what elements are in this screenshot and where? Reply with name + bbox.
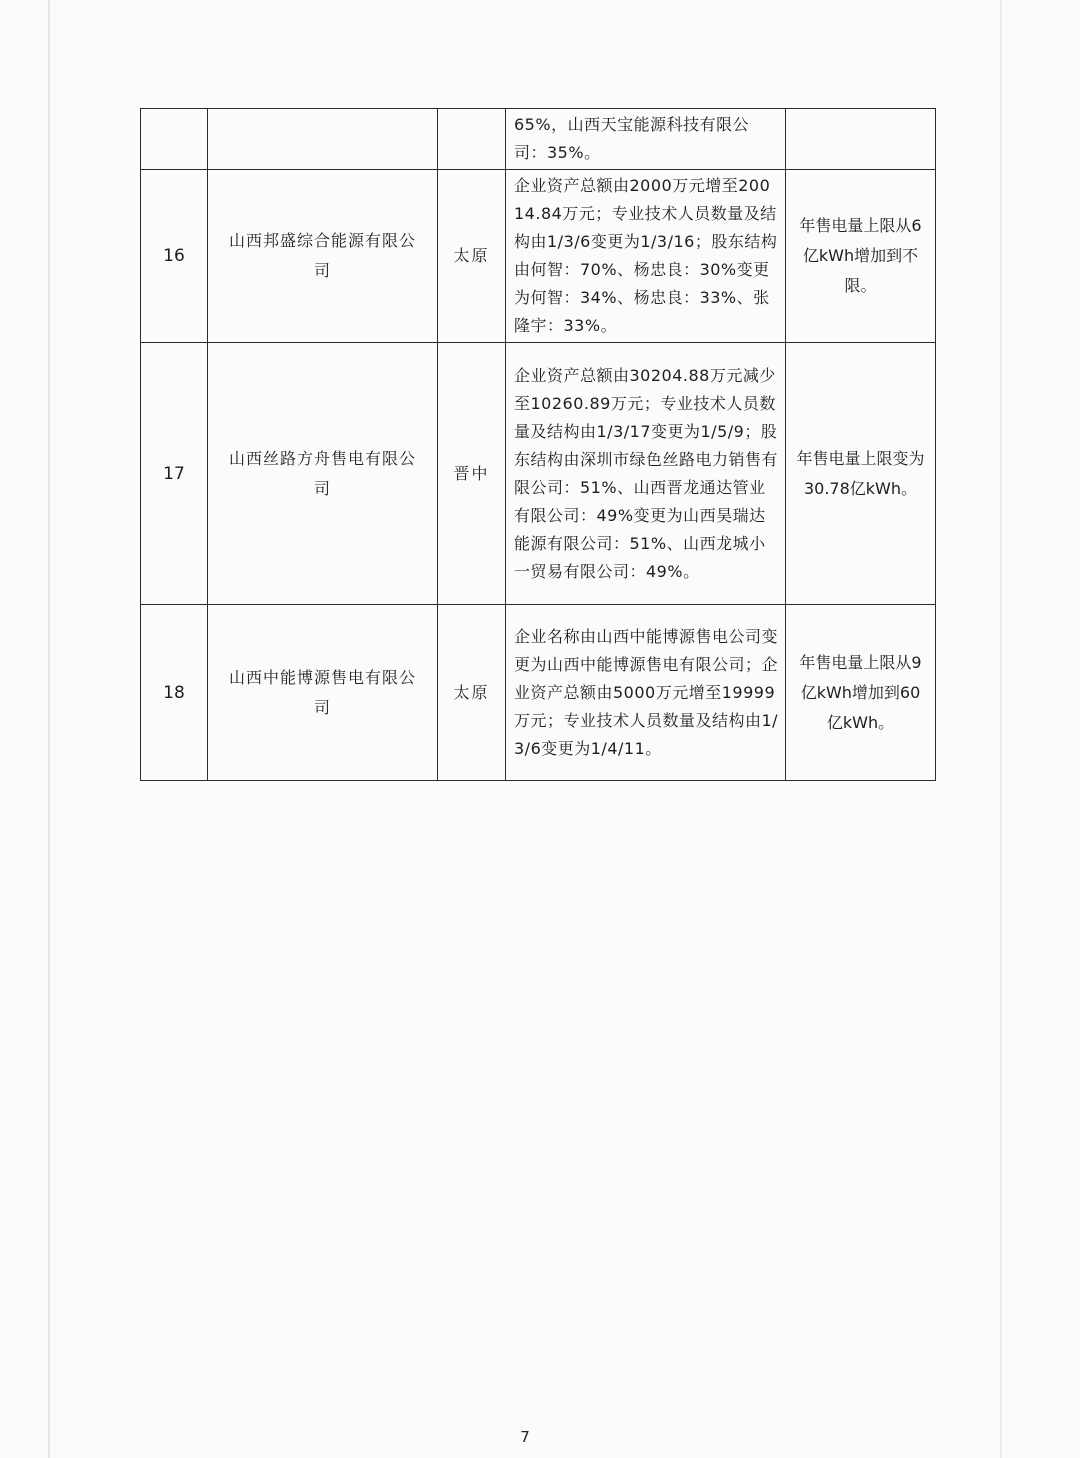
change-detail: 企业名称由山西中能博源售电公司变更为山西中能博源售电有限公司；企业资产总额由5000万元增至19999万元；专业技术人员数量及结构由1/3/6变更为1/4/11。	[506, 605, 786, 781]
page-edge-right	[1000, 0, 1002, 1458]
company-name: 山西丝路方舟售电有限公司	[208, 343, 438, 605]
region	[438, 109, 506, 170]
change-detail: 65%，山西天宝能源科技有限公司：35%。	[506, 109, 786, 170]
change-note	[786, 109, 936, 170]
table-row	[141, 170, 936, 343]
change-note: 年售电量上限变为30.78亿kWh。	[786, 343, 936, 605]
page-edge-left	[48, 0, 50, 1458]
row-index: 16	[141, 170, 208, 343]
company-name	[208, 109, 438, 170]
region: 太原	[438, 605, 506, 781]
region: 太原	[438, 170, 506, 343]
row-index: 18	[141, 605, 208, 781]
table-row	[141, 343, 936, 605]
row-index	[141, 109, 208, 170]
company-name: 山西中能博源售电有限公司	[208, 605, 438, 781]
change-note: 年售电量上限从9亿kWh增加到60亿kWh。	[786, 605, 936, 781]
change-note: 年售电量上限从6亿kWh增加到不限。	[786, 170, 936, 343]
change-detail: 企业资产总额由30204.88万元减少至10260.89万元；专业技术人员数量及结构由1/3/17变更为1/5/9；股东结构由深圳市绿色丝路电力销售有限公司：51%、山西晋龙通达管业有限公司：49%变更为山西昊瑞达能源有限公司：51%、山西龙城小一贸易有限公司：49%。	[506, 343, 786, 605]
table-row	[141, 109, 936, 170]
company-change-table	[140, 108, 936, 781]
company-name: 山西邦盛综合能源有限公司	[208, 170, 438, 343]
page-number: 7	[520, 1428, 530, 1446]
change-detail: 企业资产总额由2000万元增至20014.84万元；专业技术人员数量及结构由1/3/6变更为1/3/16；股东结构由何智：70%、杨忠良：30%变更为何智：34%、杨忠良：33%、张隆宇：33%。	[506, 170, 786, 343]
table-row	[141, 605, 936, 781]
row-index: 17	[141, 343, 208, 605]
region: 晋中	[438, 343, 506, 605]
